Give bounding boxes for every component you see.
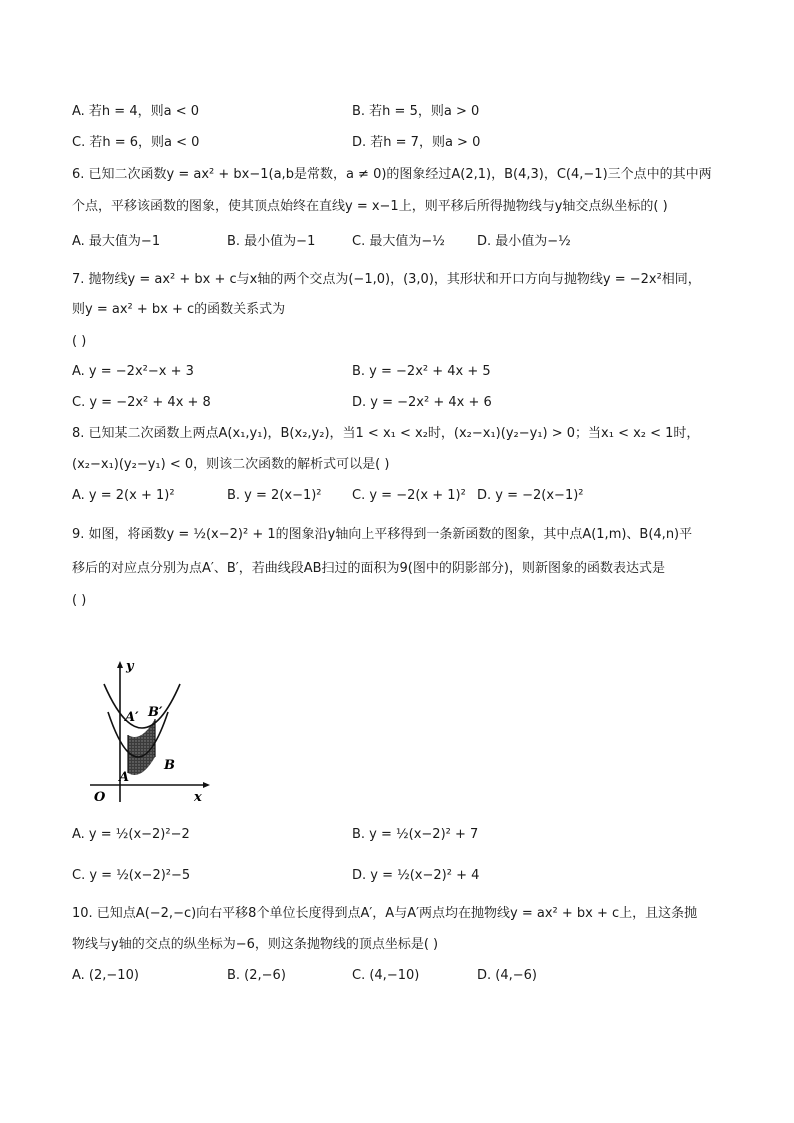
q10-option-d: D. (4,−6) (477, 968, 537, 983)
q10-option-c: C. (4,−10) (352, 968, 420, 983)
label-x: x (194, 790, 202, 805)
q8-stem-line1: 8. 已知某二次函数上两点A(x₁,y₁)，B(x₂,y₂)，当1 < x₁ < x₂时，(x₂−x₁)(y₂−y₁) > 0；当x₁ < x₂ < 1时， (72, 426, 700, 441)
q7-stem-line1: 7. 抛物线y = ax² + bx + c与x轴的两个交点为(−1,0)，(3,0)，其形状和开口方向与抛物线y = −2x²相同， (72, 272, 701, 287)
y-axis-arrow (117, 661, 123, 668)
q7-option-b: B. y = −2x² + 4x + 5 (352, 364, 491, 379)
q8-option-a: A. y = 2(x + 1)² (72, 488, 175, 503)
q6-option-a: A. 最大值为−1 (72, 234, 161, 249)
q9-answer-paren: ( ) (72, 593, 87, 608)
q9-option-b: B. y = ½(x−2)² + 7 (352, 827, 479, 842)
q9-option-d: D. y = ½(x−2)² + 4 (352, 868, 480, 883)
label-b: B (164, 758, 175, 773)
label-a-prime: A′ (125, 710, 139, 725)
q9-option-a: A. y = ½(x−2)²−2 (72, 827, 190, 842)
q7-answer-paren: ( ) (72, 334, 87, 349)
q9-parabola-figure (84, 656, 214, 808)
label-y: y (126, 659, 134, 674)
q8-option-c: C. y = −2(x + 1)² (352, 488, 466, 503)
q5-option-b: B. 若h = 5，则a > 0 (352, 104, 480, 119)
q5-option-c: C. 若h = 6，则a < 0 (72, 135, 200, 150)
q7-option-d: D. y = −2x² + 4x + 6 (352, 395, 492, 410)
q6-option-b: B. 最小值为−1 (227, 234, 316, 249)
q8-option-d: D. y = −2(x−1)² (477, 488, 584, 503)
q10-option-b: B. (2,−6) (227, 968, 286, 983)
q5-option-a: A. 若h = 4，则a < 0 (72, 104, 199, 119)
q5-option-d: D. 若h = 7，则a > 0 (352, 135, 481, 150)
label-b-prime: B′ (148, 705, 163, 720)
q6-option-d: D. 最小值为−½ (477, 234, 571, 249)
q6-stem-line1: 6. 已知二次函数y = ax² + bx−1(a,b是常数，a ≠ 0)的图象经过A(2,1)，B(4,3)，C(4,−1)三个点中的其中两 (72, 167, 712, 182)
label-o: O (94, 790, 106, 805)
q9-stem-line2: 移后的对应点分别为点A′、B′，若曲线段AB扫过的面积为9(图中的阴影部分)，则新图象的函数表达式是 (72, 561, 665, 576)
q7-option-c: C. y = −2x² + 4x + 8 (72, 395, 211, 410)
x-axis-arrow (203, 782, 210, 788)
q8-stem-line2: (x₂−x₁)(y₂−y₁) < 0，则该二次函数的解析式可以是( ) (72, 457, 390, 472)
q7-option-a: A. y = −2x²−x + 3 (72, 364, 194, 379)
q7-stem-line2: 则y = ax² + bx + c的函数关系式为 (72, 302, 286, 317)
q6-option-c: C. 最大值为−½ (352, 234, 445, 249)
translated-parabola (104, 684, 180, 728)
q10-option-a: A. (2,−10) (72, 968, 139, 983)
q8-option-b: B. y = 2(x−1)² (227, 488, 322, 503)
q10-stem-line1: 10. 已知点A(−2,−c)向右平移8个单位长度得到点A′，A与A′两点均在抛物线y = ax² + bx + c上，且这条抛 (72, 906, 698, 921)
q9-stem-line1: 9. 如图，将函数y = ½(x−2)² + 1的图象沿y轴向上平移得到一条新函数的图象，其中点A(1,m)、B(4,n)平 (72, 527, 693, 542)
label-a: A (119, 770, 130, 785)
q6-stem-line2: 个点，平移该函数的图象，使其顶点始终在直线y = x−1上，则平移后所得抛物线与y轴交点纵坐标的( ) (72, 199, 668, 214)
q9-option-c: C. y = ½(x−2)²−5 (72, 868, 191, 883)
q10-stem-line2: 物线与y轴的交点的纵坐标为−6，则这条抛物线的顶点坐标是( ) (72, 937, 439, 952)
